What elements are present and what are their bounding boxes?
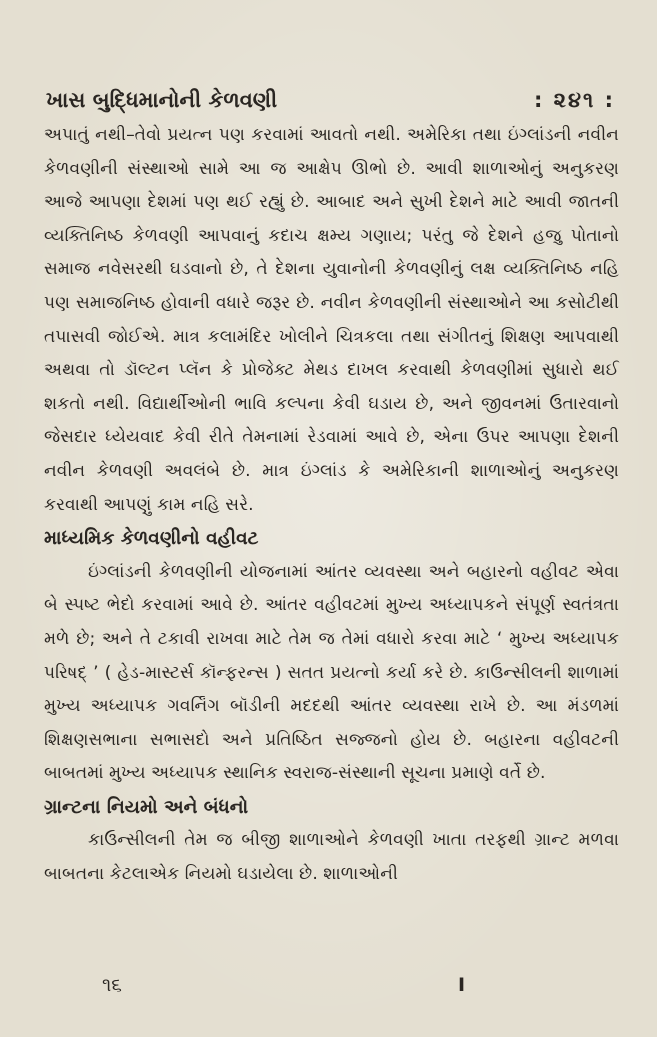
page-number: : ૨૪૧ :: [533, 88, 615, 112]
section-paragraph-grant-rules: કાઉન્સીલની તેમ જ બીજી શાળાઓને કેળવણી ખાતા તરફથી ગ્રાન્ટ મળવા બાબતના કેટલાએક નિયમો ઘડાયેલા છે. શાળાઓની: [44, 830, 619, 885]
printer-signature-mark: ૧૬: [102, 974, 122, 996]
section-heading-grant-rules: ગ્રાન્ટના નિયમો અને બંધનો: [44, 796, 249, 818]
running-header: [44, 88, 619, 113]
section-heading-secondary-education-administration: માધ્યમિક કેળવણીનો વહીવટ: [44, 528, 259, 550]
section-paragraph-secondary-education-administration: ઇંગ્લાંડની કેળવણીની યોજનામાં આંતર વ્યવસ્થા અને બહારનો વહીવટ એવા બે સ્પષ્ટ ભેદો કરવામાં આવે છે. આંતર વહીવટમાં મુખ્ય અધ્યાપકને સંપૂર્ણ સ્વતંત્રતા મળે છે; અને તે ટકાવી રાખવા માટે તેમ જ તેમાં વધારો કરવા માટે ‘ મુખ્ય અધ્યાપક પરિષદ્ ’ ( હેડ-માસ્ટર્સ કૉન્ફરન્સ ) સતત પ્રયત્નો કર્યા કરે છે. કાઉન્સીલની શાળામાં મુખ્ય અધ્યાપક ગવર્નિંગ બૉડીની મદદથી આંતર વ્યવસ્થા રાખે છે. આ મંડળમાં શિક્ષણસભાના સભાસદો અને પ્રતિષ્ઠિત સજ્જનો હોય છે. બહારના વહીવટની બાબતમાં મુખ્ય અધ્યાપક સ્થાનિક સ્વરાજ-સંસ્થાની સૂચના પ્રમાણે વર્તે છે.: [44, 561, 619, 784]
intro-paragraph: અપાતું નથી–તેવો પ્રયત્ન પણ કરવામાં આવતો નથી. અમેરિકા તથા ઇંગ્લાંડની નવીન કેળવણીની સંસ્થાઓ સામે આ જ આક્ષેપ ઊભો છે. આવી શાળાઓનું અનુકરણ આજે આપણા દેશમાં પણ થઈ રહ્યું છે. આબાદ અને સુખી દેશને માટે આવી જાતની વ્યક્તિનિષ્ઠ કેળવણી આપવાનું કદાચ ક્ષમ્ય ગણાય; પરંતુ જે દેશને હજુ પોતાનો સમાજ નવેસરથી ઘડવાનો છે, તે દેશના યુવાનોની કેળવણીનું લક્ષ વ્યક્તિનિષ્ઠ નહિ પણ સમાજનિષ્ઠ હોવાની વધારે જરૂર છે. નવીન કેળવણીની સંસ્થાઓને આ કસોટીથી તપાસવી જોઈએ. માત્ર કલામંદિર ખોલીને ચિત્રકલા તથા સંગીતનું શિક્ષણ આપવાથી અથવા તો ડૉલ્ટન પ્લૅન કે પ્રોજેક્ટ મેથડ દાખલ કરવાથી કેળવણીમાં સુધારો થઈ શકતો નથી. વિદ્યાર્થીઓની ભાવિ કલ્પના કેવી ઘડાય છે, અને જીવનમાં ઉતારવાનો જેસદાર ધ્યેયવાદ કેવી રીતે તેમનામાં રેડવામાં આવે છે, એના ઉપર આપણા દેશની નવીન કેળવણી અવલંબે છે. માત્ર ઇંગ્લાંડ કે અમેરિકાની શાળાઓનું અનુકરણ કરવાથી આપણું કામ નહિ સરે.: [44, 125, 619, 515]
chapter-title: ખાસ બુદ્ધિમાનોની કેળવણી: [46, 88, 278, 112]
printer-mark: I: [458, 974, 466, 996]
page-footer: [0, 974, 657, 1004]
